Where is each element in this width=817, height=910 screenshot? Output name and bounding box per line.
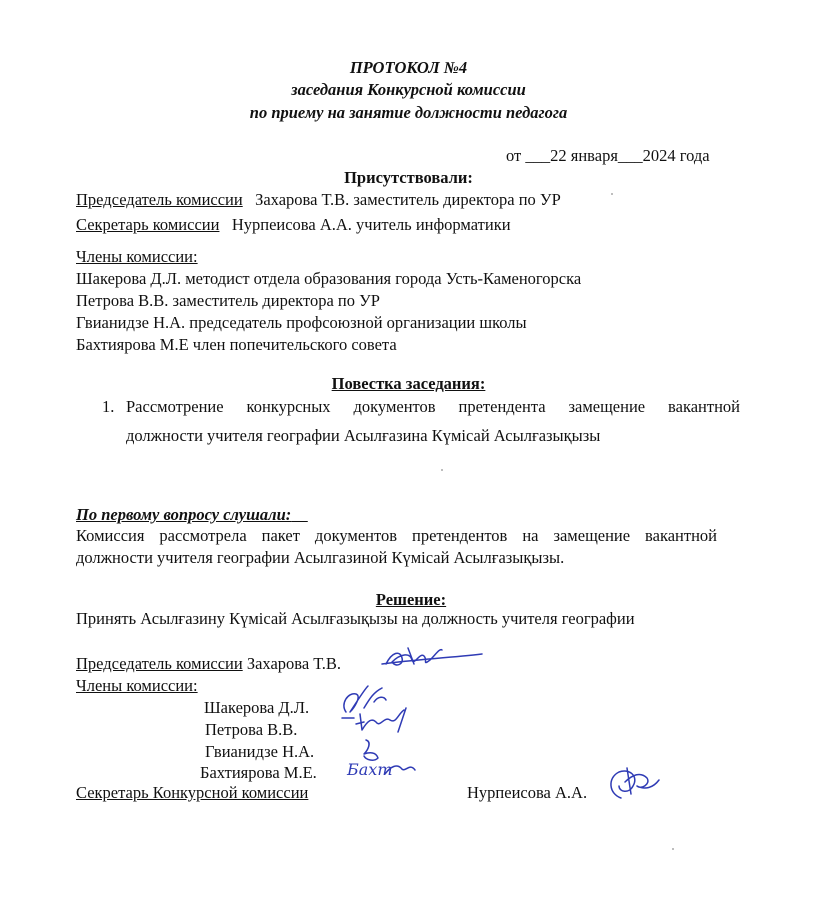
scan-speck — [672, 848, 674, 850]
agenda-item-line-1: Рассмотрение конкурсных документов претендента замещение вакантной — [126, 397, 740, 416]
date-separator: ___ — [617, 146, 643, 165]
decision-text: Принять Асылғазину Күмісай Асылғазықызы на должность учителя географии — [76, 609, 635, 628]
document-date — [506, 146, 710, 166]
signature-chair-label: Председатель комиссии — [76, 654, 243, 673]
chair-value: Захарова Т.В. заместитель директора по УР — [255, 190, 561, 209]
signature-secretary-name: Нурпеисова А.А. — [467, 783, 588, 802]
member-signature-4 — [345, 756, 425, 782]
date-day: 22 января — [550, 146, 618, 165]
signature-secretary-label: Секретарь Конкурсной комиссии — [76, 783, 309, 802]
signature-chair-name: Захарова Т.В. — [246, 654, 341, 673]
scan-speck — [441, 469, 443, 471]
date-prefix: от ___ — [506, 146, 551, 165]
secretary-label: Секретарь комиссии — [76, 215, 220, 234]
signature-chair-line — [76, 654, 341, 674]
first-question-heading: По первому вопросу слушали: — [76, 505, 292, 524]
member-line: Шакерова Д.Л. методист отдела образования города Усть-Каменогорска — [76, 269, 582, 288]
agenda-heading: Повестка заседания: — [331, 374, 486, 393]
chair-line — [76, 190, 561, 210]
secretary-line — [76, 215, 511, 235]
member-line: Гвианидзе Н.А. председатель профсоюзной организации школы — [76, 313, 527, 332]
present-heading: Присутствовали: — [344, 168, 473, 187]
chair-signature — [378, 642, 488, 674]
document-subtitle-2: по приему на занятие должности педагога — [249, 103, 568, 122]
scan-speck — [611, 193, 613, 195]
signature-member-name: Петрова В.В. — [205, 720, 298, 739]
first-question-line-1: Комиссия рассмотрела пакет документов претендентов на замещение вакантной — [76, 526, 717, 545]
document-title: ПРОТОКОЛ №4 — [349, 58, 468, 77]
members-label: Члены комиссии: — [76, 247, 198, 266]
secretary-value: Нурпеисова А.А. учитель информатики — [231, 215, 511, 234]
first-question-line-2: должности учителя географии Асылгазиной Күмісай Асылғазықызы. — [76, 548, 565, 567]
agenda-item-line-2: должности учителя географии Асылғазина Күмісай Асылғазықызы — [126, 426, 601, 445]
signature-member-name: Шакерова Д.Л. — [204, 698, 310, 717]
chair-label: Председатель комиссии — [76, 190, 243, 209]
svg-text:Бахт: Бахт — [347, 760, 393, 779]
secretary-signature — [597, 764, 667, 804]
signature-members-label: Члены комиссии: — [76, 676, 198, 695]
member-line: Петрова В.В. заместитель директора по УР — [76, 291, 380, 310]
member-line: Бахтиярова М.Е член попечительского совета — [76, 335, 397, 354]
date-year: 2024 года — [642, 146, 710, 165]
agenda-item-number: 1. — [102, 397, 115, 416]
member-signature-2 — [350, 702, 420, 738]
decision-heading: Решение: — [375, 590, 447, 609]
signature-member-name: Гвианидзе Н.А. — [205, 742, 315, 761]
document-subtitle-1: заседания Конкурсной комиссии — [291, 80, 526, 99]
signature-member-name: Бахтиярова М.Е. — [200, 763, 317, 782]
